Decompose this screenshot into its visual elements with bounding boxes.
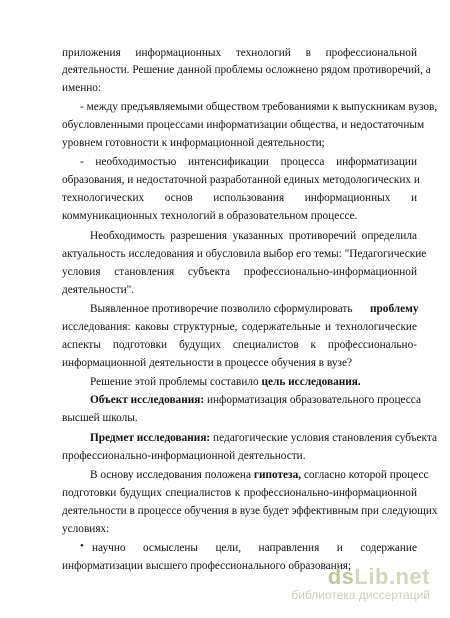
- text-line: Решение этой проблемы составило цель исследования.: [90, 376, 361, 388]
- text-line: Необходимость разрешения указанных противоречий определила: [90, 230, 417, 242]
- emphasis-subject: Предмет исследования:: [90, 432, 211, 444]
- text-line: профессионально-информационной деятельности.: [62, 450, 306, 462]
- text-line: аспекты подготовки будущих специалистов к профессионально-: [62, 339, 417, 351]
- text-line: - необходимостью интенсификации процесса информатизации: [80, 156, 417, 168]
- text-line: деятельности".: [62, 284, 135, 296]
- text-line: уровнем готовности к информационной деятельности;: [62, 137, 325, 149]
- text-line: коммуникационных технологий в образовательном процессе.: [62, 210, 358, 222]
- watermark-subtitle: библиотека диссертаций: [291, 588, 430, 602]
- text-line: образования, и недостаточной разработанной единых методологических и: [62, 174, 420, 186]
- text-line: высшей школы.: [62, 412, 138, 424]
- emphasis-problem: проблему: [370, 303, 419, 315]
- text-line: Предмет исследования: педагогические условия становления субъекта: [90, 432, 437, 444]
- text-line: условия становления субъекта профессионально-информационной: [62, 266, 417, 278]
- emphasis-goal: цель исследования.: [261, 376, 361, 388]
- list-item: научно осмыслены цели, направления и содержание: [92, 542, 417, 554]
- text-line: информационной деятельности в процессе обучения в вузе?: [62, 357, 352, 369]
- text-line: технологических основ использования информационных и: [62, 192, 417, 204]
- text-line: Объект исследования: информатизация образовательного процесса: [90, 394, 421, 406]
- text-line: Выявленное противоречие позволило сформулировать: [90, 303, 353, 315]
- text-line: информатизации высшего профессионального образования;: [62, 560, 352, 572]
- text-line: деятельности. Решение данной проблемы осложнено рядом противоречий, а: [62, 64, 431, 76]
- text-line: деятельности в процессе обучения в вузе будет эффективным при следующих: [62, 505, 438, 517]
- text-line: - между предъявляемыми обществом требованиями к выпускникам вузов,: [80, 101, 438, 113]
- emphasis-hypothesis: гипотеза,: [253, 469, 302, 481]
- text-line: подготовки будущих специалистов к профессионально-информационной: [62, 487, 417, 499]
- text-line: приложения информационных технологий в профессиональной: [62, 47, 417, 59]
- emphasis-object: Объект исследования:: [90, 394, 205, 406]
- text-line: именно:: [62, 82, 102, 94]
- text-line: условиях:: [62, 523, 110, 535]
- text-line: обусловленными процессами информатизации общества, и недостаточным: [62, 119, 425, 131]
- bullet-icon: •: [80, 540, 84, 552]
- watermark-logo: dsLib.net: [327, 564, 430, 589]
- text-line: актуальность исследования и обусловила выбор его темы: "Педагогические: [62, 248, 427, 260]
- text-line: исследования: каковы структурные, содержательные и технологические: [62, 321, 417, 333]
- watermark: [291, 564, 430, 602]
- text-line: В основу исследования положена гипотеза, согласно которой процесс: [90, 469, 429, 481]
